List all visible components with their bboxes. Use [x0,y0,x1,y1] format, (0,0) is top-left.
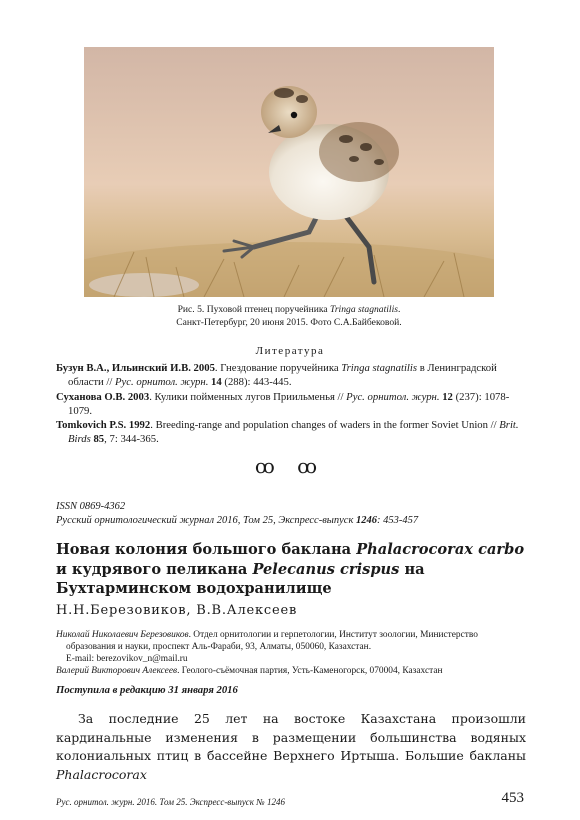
reference-text: . Кулики пойменных лугов Приильменья // [149,390,347,403]
caption-text: Рис. 5. Пуховой птенец поручейника [177,304,331,315]
reference-pages: , 7: 344-365. [104,433,159,446]
affiliation-text: . Геолого-съёмочная партия, Усть-Каменогорск, 070004, Казахстан [177,666,443,676]
reference-text: . Гнездование поручейника [214,362,342,374]
reference-text: в Ленинградской области // [68,362,497,389]
citation-pages: : 453-457 [377,515,419,526]
title-species: Phalacrocorax carbo [356,541,525,558]
affiliation-text: . Отдел орнитологии и герпетологии, Институт зоологии, Министерство образования и науки, проспект Аль-Фараби, 93, Алматы, 050060, Казахстан. [66,630,478,652]
received-date: Поступила в редакцию 31 января 2016 [56,684,238,696]
reference-authors: Бузун В.А., Ильинский И.В. 2005 [56,362,215,374]
reference-journal: Рус. орнитол. журн. [346,390,440,403]
affiliation-1 [56,629,526,665]
reference-journal: Рус. орнитол. журн. [115,376,209,389]
reference-volume: 85 [93,433,105,446]
article-title [56,540,536,599]
affiliation-2 [56,665,526,677]
issn-line: ISSN 0869-4362 [56,501,126,512]
reference-volume: 12 [442,390,453,403]
figure-caption [84,303,494,329]
section-ornament: ꝏ ꝏ [254,454,326,478]
journal-citation [56,500,418,528]
caption-line-2: Санкт-Петербург, 20 июня 2015. Фото С.А.Байбековой. [176,317,402,328]
reference-authors: Суханова О.В. 2003 [56,390,150,403]
reference-pages: (237): 1078-1079. [68,390,510,417]
caption-period: . [398,304,401,315]
title-species: Pelecanus crispus [252,560,400,578]
reference-item [56,418,530,447]
affiliation-author: Николай Николаевич Березовиков [56,630,189,640]
reference-item [56,390,530,419]
citation-line [56,514,418,528]
references-list [56,361,530,447]
reference-item [56,361,530,390]
caption-species: Tringa stagnatilis [330,304,398,315]
running-footer: Рус. орнитол. журн. 2016. Том 25. Экспресс-выпуск № 1246 [56,797,285,807]
references-heading: Литература [255,345,325,357]
article-body [56,710,526,784]
body-text: За последние 25 лет на востоке Казахстана произошли кардинальные изменения в размещении большинства водяных колониальных птиц в бассейне Верхнего Иртыша. Большие бакланы [56,711,526,763]
reference-species: Tringa stagnatilis [341,362,418,374]
page-number: 453 [501,790,524,806]
citation-text: Русский орнитологический журнал 2016, Том 25, Экспресс-выпуск [56,515,356,526]
title-text: и кудрявого пеликана [56,560,253,578]
chick-photo [84,47,494,297]
reference-text: . Breeding-range and population changes of waders in the former Soviet Union // [150,419,500,432]
reference-pages: (288): 443-445. [221,376,292,389]
reference-journal: Brit. Birds [68,419,519,446]
caption-line-1 [84,303,494,316]
body-species: Phalacrocorax [56,766,147,782]
affiliation-email: E-mail: berezovikov_n@mail.ru [66,654,188,664]
reference-authors: Tomkovich P.S. 1992 [56,419,151,432]
title-text: на Бухтарминском водохранилище [56,560,425,597]
affiliation-author: Валерий Викторович Алексеев [56,666,178,676]
author-affiliations [56,629,526,677]
citation-issue: 1246 [356,515,377,526]
reference-volume: 14 [211,376,222,389]
chick-photo-image [84,47,494,297]
title-text: Новая колония большого баклана [56,541,357,558]
article-authors: Н.Н.Березовиков, В.В.Алексеев [56,603,298,618]
